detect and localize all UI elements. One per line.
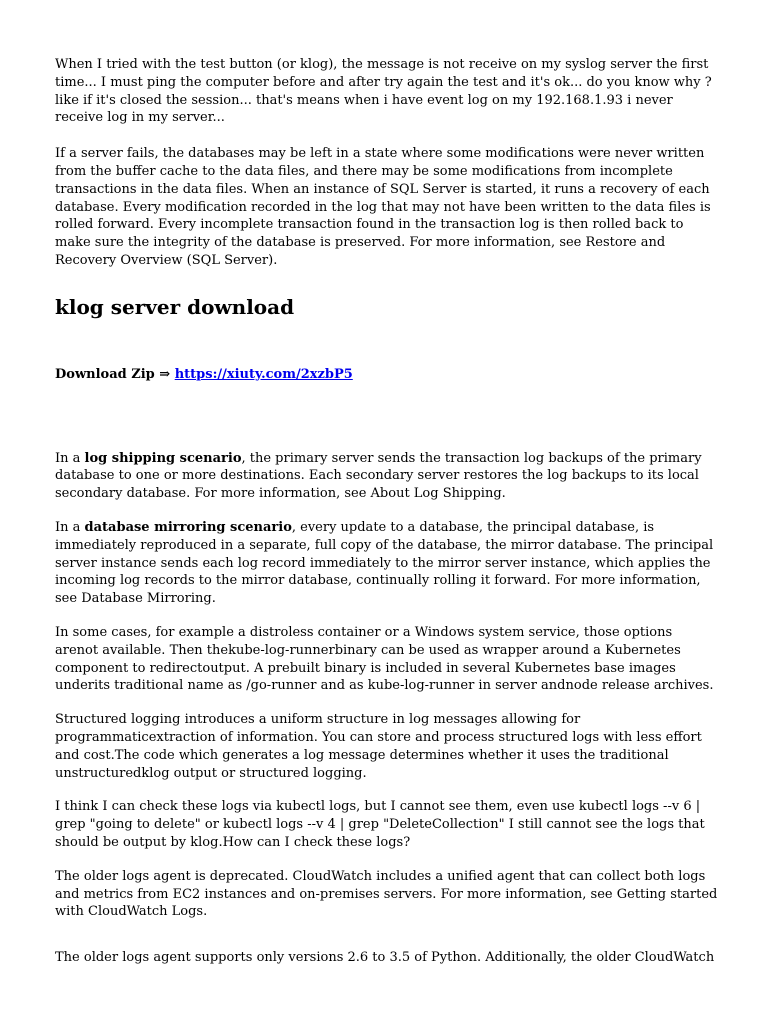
- paragraph-kube-log-runner: In some cases, for example a distroless container or a Windows system service, those options arenot available. Then thekube-log-runnerbinary can be used as wrapper around a Kubernetes component to redirectoutput. A prebuilt binary is included in several Kubernetes base images underits traditional name as /go-runner and as kube-log-runner in server andnode release archives.: [55, 624, 714, 694]
- paragraph-mirroring-rest: , every update to a database, the principal database, is immediately reproduced in a separate, full copy of the database, the mirror database. The principal server instance sends each log record immediately to the mirror server instance, which applies the incoming log records to the mirror database, continually rolling it forward. For more information, see Database Mirroring.: [55, 519, 714, 607]
- section-heading: klog server download: [55, 294, 295, 319]
- paragraph-structured-logging: Structured logging introduces a uniform structure in log messages allowing for programmaticextraction of information. You can store and process structured logs with less effort and cost.The code which generates a log message determines whether it uses the traditional unstructuredklog output or structured logging.: [55, 712, 702, 781]
- paragraph-log-shipping-bold: log shipping scenario: [84, 450, 242, 466]
- paragraph-log-shipping-prefix: In a: [55, 450, 85, 466]
- paragraph-mirroring-bold: database mirroring scenario: [84, 519, 292, 535]
- paragraph-log-shipping: [55, 450, 719, 503]
- paragraph-mirroring-prefix: In a: [55, 519, 85, 535]
- paragraph-database-mirroring: [55, 519, 719, 608]
- paragraph-server-fails: If a server fails, the databases may be left in a state where some modifications were never written from the buffer cache to the data files, and there may be some modifications from incomplete transactions in the data files. When an instance of SQL Server is started, it runs a recovery of each database. Every modification recorded in the log that may not have been written to the data files is rolled forward. Every incomplete transaction found in the transaction log is then rolled back to make sure the integrity of the database is preserved. For more information, see Restore and Recovery Overview (SQL Server).: [55, 146, 711, 268]
- paragraph-cloudwatch-agent: The older logs agent is deprecated. CloudWatch includes a unified agent that can collect both logs and metrics from EC2 instances and on-premises servers. For more information, see Getting started with CloudWatch Logs.: [55, 868, 718, 920]
- paragraph-kubectl-logs: I think I can check these logs via kubectl logs, but I cannot see them, even use kubectl logs --v 6 | grep "going to delete" or kubectl logs --v 4 | grep "DeleteCollection" I still cannot see the logs that should be output by klog.How can I check these logs?: [55, 799, 705, 850]
- paragraph-log-shipping-rest: , the primary server sends the transaction log backups of the primary database to one or more destinations. Each secondary server restores the log backups to its local secondary database. For more information, see About Log Shipping.: [55, 450, 702, 502]
- paragraph-python-versions: The older logs agent supports only versions 2.6 to 3.5 of Python. Additionally, the older CloudWatch: [55, 950, 715, 966]
- download-label: Download Zip ⇒: [55, 366, 175, 382]
- paragraph-syslog-question: When I tried with the test button (or klog), the message is not receive on my syslog server the first time... I must ping the computer before and after try again the test and it's ok... do you know why ? like if it's closed the session... that's means when i have event log on my 192.168.1.93 i never receive log in my server...: [55, 57, 712, 126]
- document-page: [55, 56, 719, 967]
- download-link[interactable]: https://xiuty.com/2xzbP5: [174, 366, 353, 382]
- download-line: [55, 366, 719, 384]
